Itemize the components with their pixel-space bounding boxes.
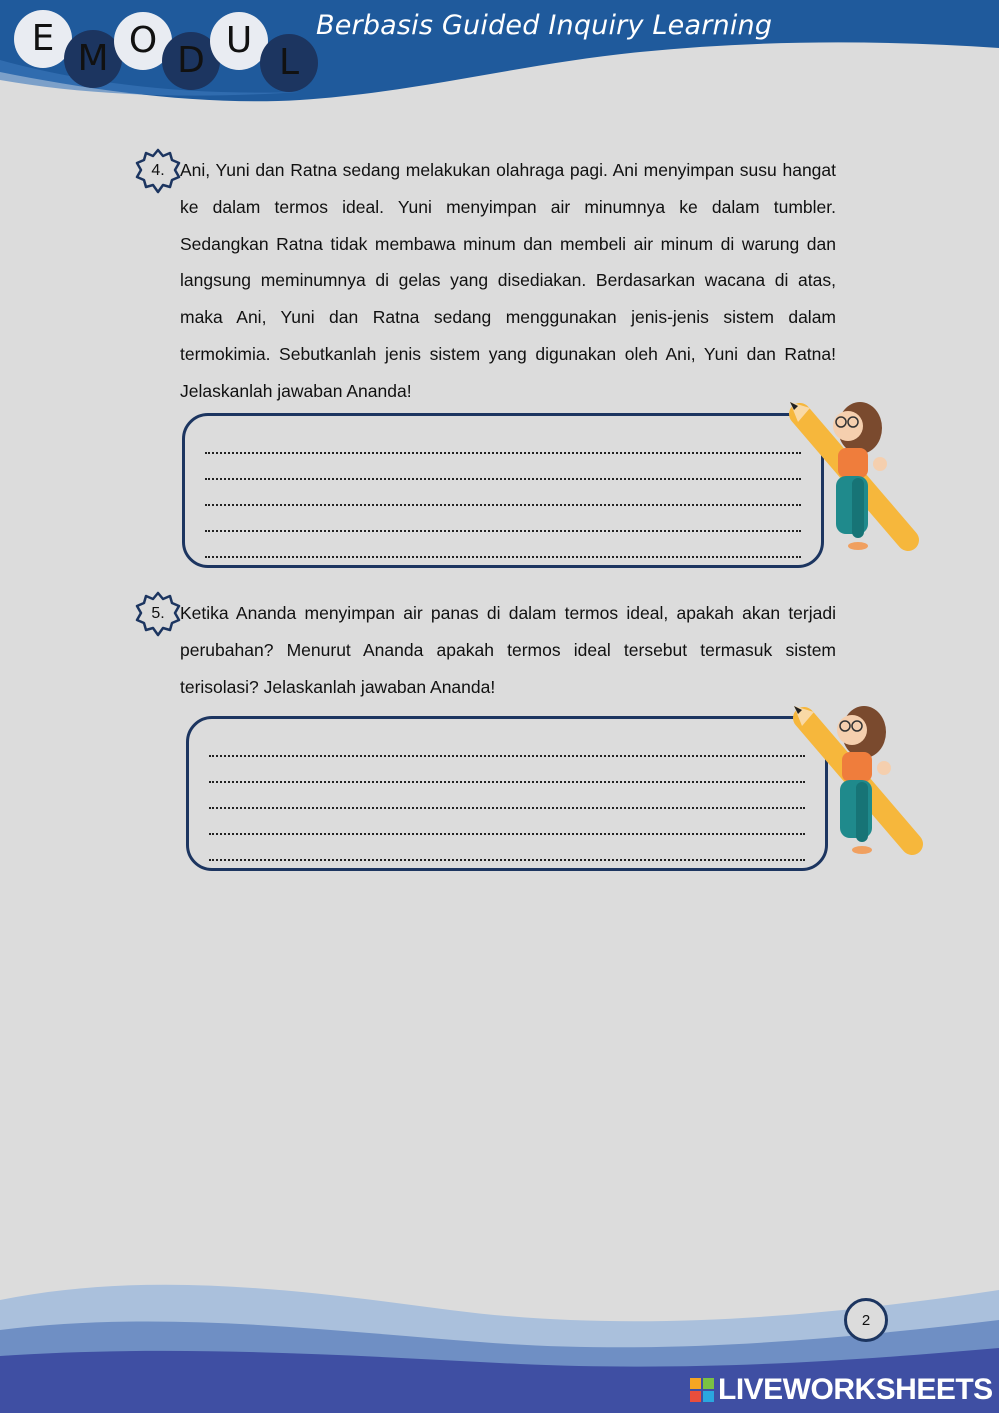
answer-box-4: [182, 413, 824, 568]
answer-4-line-1[interactable]: [205, 438, 801, 454]
girl-with-pencil-illustration: [790, 702, 930, 862]
liveworksheets-icon: [690, 1378, 714, 1402]
emodul-letter-o: O: [114, 12, 172, 70]
question-4-text: Ani, Yuni dan Ratna sedang melakukan olahraga pagi. Ani menyimpan susu hangat ke dalam termos ideal. Yuni menyimpan air minumnya ke dalam tumbler. Sedangkan Ratna tidak membawa minum dan membeli air minum di warung dan langsung meminumnya di gelas yang disediakan. Berdasarkan wacana di atas, maka Ani, Yuni dan Ratna sedang menggunakan jenis-jenis sistem dalam termokimia. Sebutkanlah jenis sistem yang digunakan oleh Ani, Yuni dan Ratna! Jelaskanlah jawaban Ananda!: [180, 160, 836, 401]
answer-4-line-2[interactable]: [205, 464, 801, 480]
answer-4-line-3[interactable]: [205, 490, 801, 506]
emodul-letter-e: E: [14, 10, 72, 68]
question-5-text: Ketika Ananda menyimpan air panas di dalam termos ideal, apakah akan terjadi perubahan? Menurut Ananda apakah termos ideal tersebut termasuk sistem terisolasi? Jelaskanlah jawaban Ananda!: [180, 603, 836, 697]
header-subtitle: Berbasis Guided Inquiry Learning: [316, 10, 773, 41]
emodul-letter-d: D: [162, 32, 220, 90]
page-number: 2: [844, 1298, 888, 1342]
answer-5-line-5[interactable]: [209, 845, 805, 861]
answer-5-line-4[interactable]: [209, 819, 805, 835]
girl-with-pencil-illustration: [786, 398, 926, 558]
liveworksheets-logo[interactable]: [690, 1373, 993, 1407]
answer-5-line-2[interactable]: [209, 767, 805, 783]
liveworksheets-text: LIVEWORKSHEETS: [718, 1373, 993, 1406]
answer-5-line-3[interactable]: [209, 793, 805, 809]
question-5-number-badge: [135, 591, 181, 637]
question-4: [180, 152, 836, 410]
question-5: [180, 595, 836, 705]
question-4-number: 4.: [151, 162, 165, 179]
emodul-letter-l: L: [260, 34, 318, 92]
emodul-letter-u: U: [210, 12, 268, 70]
question-4-number-badge: [135, 148, 181, 194]
emodul-letter-m: M: [64, 30, 122, 88]
answer-box-5: [186, 716, 828, 871]
question-5-number: 5.: [151, 605, 165, 622]
answer-4-line-5[interactable]: [205, 542, 801, 558]
answer-5-line-1[interactable]: [209, 741, 805, 757]
answer-4-line-4[interactable]: [205, 516, 801, 532]
